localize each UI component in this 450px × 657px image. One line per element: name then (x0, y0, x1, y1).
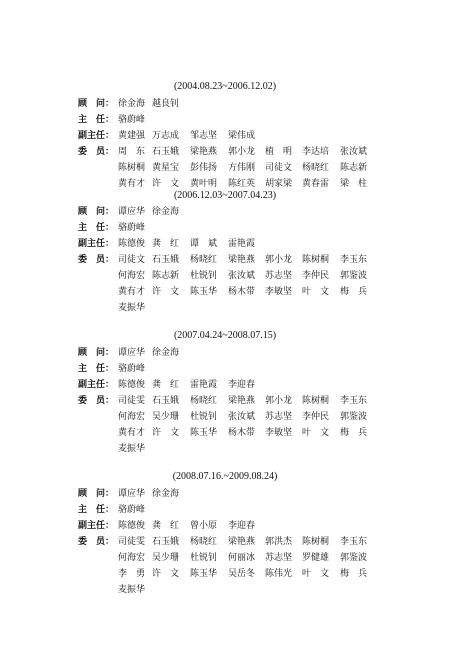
name: 黄有才 (118, 428, 146, 438)
name: 张汝斌 (228, 412, 256, 422)
name: 司徒雯 (118, 396, 146, 406)
name: 骆蔚峰 (118, 223, 146, 233)
name: 梁艳燕 (190, 147, 218, 157)
director-label: 主 任： (78, 223, 115, 233)
name: 郭鉴波 (340, 271, 368, 281)
name: 司徒文 (265, 163, 293, 173)
name: 李 勇 (118, 569, 146, 579)
name: 雷艳霞 (190, 380, 218, 390)
director-label: 主 任： (78, 364, 115, 374)
name: 龚 红 (152, 521, 180, 531)
name: 陈红英 (228, 179, 256, 189)
name: 陈德俊 (118, 380, 146, 390)
name: 谭应华 (118, 348, 146, 358)
name: 骆蔚峰 (118, 115, 146, 125)
name: 陈树桐 (302, 396, 330, 406)
deputy-label: 副主任： (78, 521, 115, 531)
name: 许 文 (152, 569, 180, 579)
name: 苏志坚 (265, 271, 293, 281)
name: 何海宏 (118, 553, 146, 563)
name: 骆蔚峰 (118, 505, 146, 515)
members-label: 委 员： (78, 537, 115, 547)
name: 方伟刚 (228, 163, 256, 173)
name: 郭小龙 (228, 147, 256, 157)
deputy-label: 副主任： (78, 239, 115, 249)
name: 吴岳冬 (228, 569, 256, 579)
name: 梁 柱 (340, 179, 368, 189)
name: 苏志坚 (265, 553, 293, 563)
term-period: (2007.04.24~2008.07.15) (173, 330, 277, 341)
name: 石玉娥 (152, 147, 180, 157)
name: 石玉娥 (152, 396, 180, 406)
name: 张汝斌 (228, 271, 256, 281)
name: 黄春雷 (302, 179, 330, 189)
name: 黄有才 (118, 179, 146, 189)
members-label: 委 员： (78, 147, 115, 157)
advisors-label: 顾 问： (78, 99, 115, 109)
advisors-label: 顾 问： (78, 348, 115, 358)
name: 罗健雄 (302, 553, 330, 563)
name: 梁艳燕 (228, 396, 256, 406)
name: 司徒雯 (118, 537, 146, 547)
name: 郭小龙 (265, 396, 293, 406)
name: 徐金海 (152, 348, 180, 358)
name: 陈志新 (340, 163, 368, 173)
name: 曾小原 (190, 521, 218, 531)
name: 石玉娥 (152, 537, 180, 547)
name: 黄有才 (118, 287, 146, 297)
name: 郭鉴波 (340, 412, 368, 422)
name: 李迎春 (228, 380, 256, 390)
name: 雷艳霞 (228, 239, 256, 249)
deputy-label: 副主任： (78, 131, 115, 141)
name: 叶 文 (302, 428, 330, 438)
name: 周 东 (118, 147, 146, 157)
name: 杨晓红 (190, 396, 218, 406)
deputy-label: 副主任： (78, 380, 115, 390)
director-label: 主 任： (78, 115, 115, 125)
name: 郭鉴波 (340, 553, 368, 563)
name: 黄星宝 (152, 163, 180, 173)
name: 杜锐钊 (190, 553, 218, 563)
name: 李仲民 (302, 412, 330, 422)
name: 张汝斌 (340, 147, 368, 157)
name: 邹志坚 (190, 131, 218, 141)
name: 陈玉华 (190, 287, 218, 297)
name: 越良钊 (152, 99, 180, 109)
name: 杨晓红 (190, 255, 218, 265)
advisors-label: 顾 问： (78, 489, 115, 499)
members-label: 委 员： (78, 255, 115, 265)
name: 郭洪杰 (265, 537, 293, 547)
name: 杨晓红 (190, 537, 218, 547)
name: 龚 红 (152, 239, 180, 249)
name: 梁艳燕 (228, 255, 256, 265)
name: 陈树桐 (118, 163, 146, 173)
name: 麦振华 (118, 585, 146, 595)
name: 石玉娥 (152, 255, 180, 265)
name: 何海宏 (118, 271, 146, 281)
name: 叶 文 (302, 287, 330, 297)
name: 万志成 (152, 131, 180, 141)
name: 叶 文 (302, 569, 330, 579)
name: 杨木带 (228, 428, 256, 438)
name: 李达培 (302, 147, 330, 157)
name: 龚 红 (152, 380, 180, 390)
name: 李敏坚 (265, 428, 293, 438)
name: 郭小龙 (265, 255, 293, 265)
name: 植 明 (265, 147, 293, 157)
name: 李仲民 (302, 271, 330, 281)
name: 谭 斌 (190, 239, 218, 249)
name: 陈德俊 (118, 239, 146, 249)
name: 徐金海 (118, 99, 146, 109)
name: 陈玉华 (190, 569, 218, 579)
name: 陈树桐 (302, 537, 330, 547)
name: 陈伟光 (265, 569, 293, 579)
name: 杨木带 (228, 287, 256, 297)
director-label: 主 任： (78, 505, 115, 515)
name: 谭应华 (118, 489, 146, 499)
name: 吴少珊 (152, 553, 180, 563)
name: 梅 兵 (340, 569, 368, 579)
name: 杜锐钊 (190, 271, 218, 281)
name: 苏志坚 (265, 412, 293, 422)
term-period: (2008.07.16.~2009.08.24) (172, 471, 278, 482)
name: 许 文 (152, 179, 180, 189)
name: 陈树桐 (302, 255, 330, 265)
advisors-label: 顾 问： (78, 207, 115, 217)
name: 梅 兵 (340, 287, 368, 297)
name: 李敏坚 (265, 287, 293, 297)
name: 许 文 (152, 428, 180, 438)
name: 陈志新 (152, 271, 180, 281)
name: 吴少珊 (152, 412, 180, 422)
name: 杨晓红 (302, 163, 330, 173)
name: 彭伟扬 (190, 163, 218, 173)
name: 许 文 (152, 287, 180, 297)
name: 李玉东 (340, 537, 368, 547)
name: 李玉东 (340, 396, 368, 406)
members-label: 委 员： (78, 396, 115, 406)
name: 何海宏 (118, 412, 146, 422)
name: 何丽冰 (228, 553, 256, 563)
name: 黄叶明 (190, 179, 218, 189)
name: 梁艳燕 (228, 537, 256, 547)
name: 黄建强 (118, 131, 146, 141)
name: 谭应华 (118, 207, 146, 217)
name: 麦振华 (118, 303, 146, 313)
name: 徐金海 (152, 207, 180, 217)
name: 徐金海 (152, 489, 180, 499)
name: 陈玉华 (190, 428, 218, 438)
name: 胡家梁 (265, 179, 293, 189)
name: 梅 兵 (340, 428, 368, 438)
name: 杜锐钊 (190, 412, 218, 422)
name: 梁伟成 (228, 131, 256, 141)
name: 骆蔚峰 (118, 364, 146, 374)
term-period: (2006.12.03~2007.04.23) (173, 190, 277, 201)
name: 陈德俊 (118, 521, 146, 531)
name: 李迎春 (228, 521, 256, 531)
name: 司徒文 (118, 255, 146, 265)
name: 李玉东 (340, 255, 368, 265)
term-period: (2004.08.23~2006.12.02) (173, 81, 277, 92)
name: 麦振华 (118, 444, 146, 454)
